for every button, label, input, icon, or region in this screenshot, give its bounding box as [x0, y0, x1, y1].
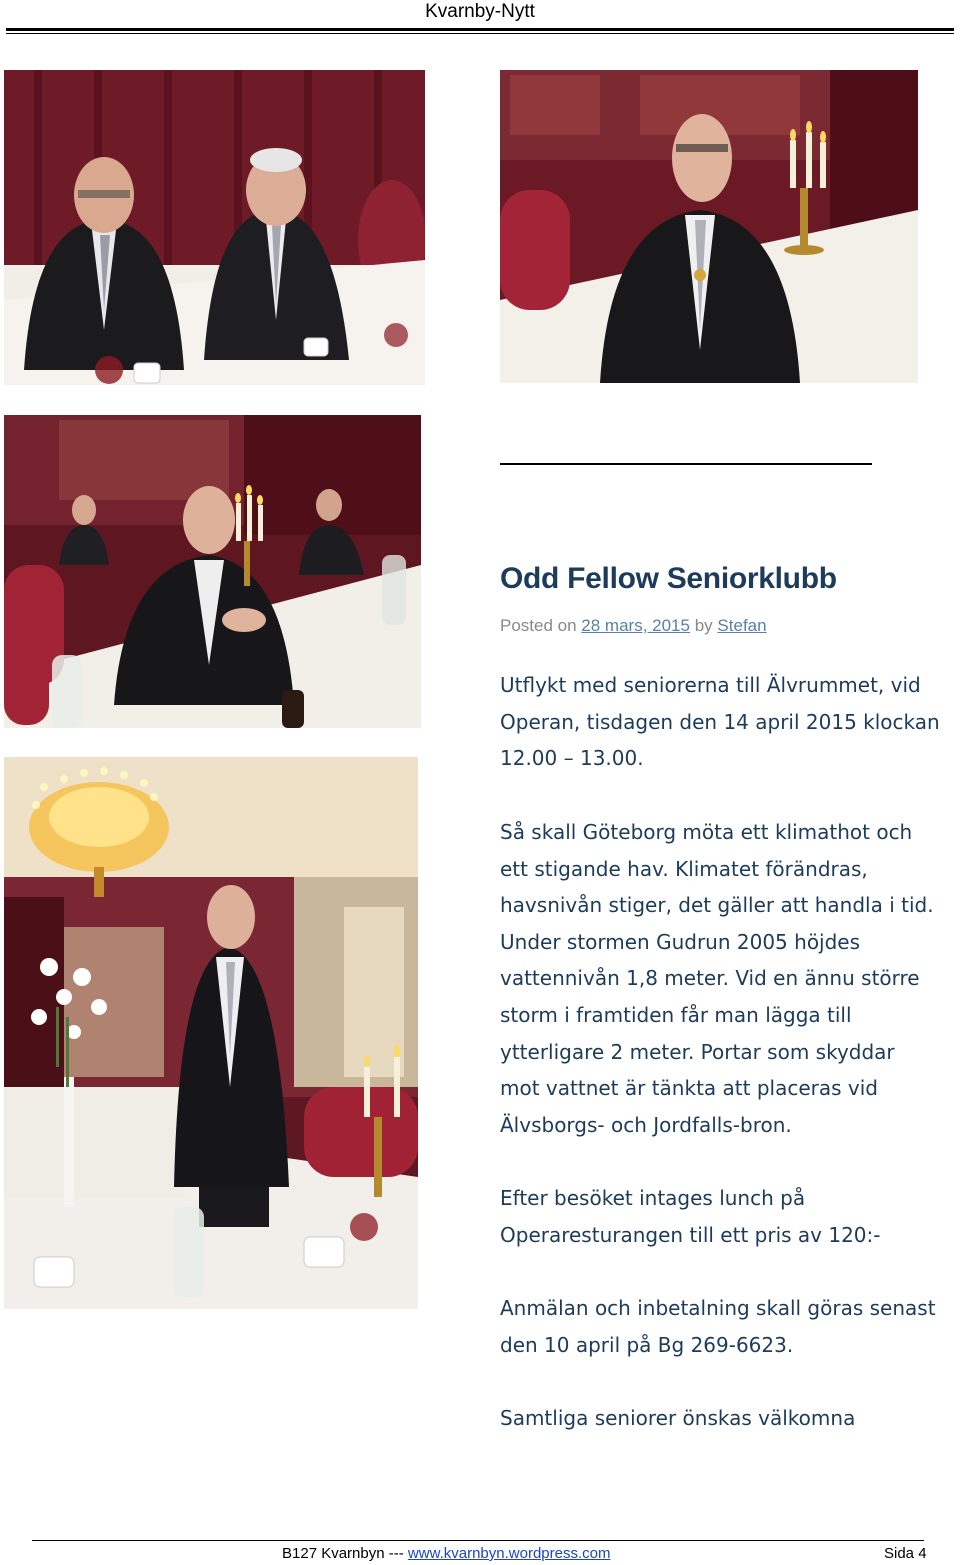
posted-on-label: Posted on: [500, 616, 577, 635]
post-title: Odd Fellow Seniorklubb: [500, 562, 837, 595]
footer-center: [282, 1545, 610, 1562]
post-author-link[interactable]: Stefan: [717, 616, 767, 635]
post-paragraph-welcome: Samtliga seniorer önskas välkomna: [500, 1406, 856, 1430]
newsletter-title: Kvarnby-Nytt: [425, 1, 535, 22]
post-paragraph-intro: Utflykt med seniorerna till Älvrummet, vid Operan, tisdagen den 14 april 2015 klockan 12.00 – 13.00.: [500, 673, 940, 771]
footer-divider: [32, 1540, 924, 1541]
photo-member-standing-chandelier: [4, 757, 418, 1309]
footer-website-link[interactable]: www.kvarnbyn.wordpress.com: [407, 1545, 611, 1562]
photo-member-applauding: [4, 415, 421, 728]
footer-club: B127 Kvarnbyn ---: [282, 1545, 404, 1562]
footer-page-number: Sida 4: [884, 1545, 927, 1562]
post-paragraph-climate: Så skall Göteborg möta ett klimathot och ett stigande hav. Klimatet förändras, havsnivån stiger, det gäller att handla i tid. Under stormen Gudrun 2005 höjdes vattennivån 1,8 meter. Vid en ännu större storm i framtiden får man lägga till ytterligare 2 meter. Portar som skyddar mot vattnet är tänkta att placeras vid Älvsborgs- och Jordfalls-bron.: [500, 820, 934, 1137]
post-paragraph-registration: Anmälan och inbetalning skall göras senast den 10 april på Bg 269-6623.: [500, 1296, 936, 1357]
by-label: by: [694, 616, 713, 635]
post-meta: [500, 616, 767, 636]
post-paragraph-lunch: Efter besöket intages lunch på Operaresturangen till ett pris av 120:-: [500, 1186, 881, 1247]
post-date-link[interactable]: 28 mars, 2015: [581, 616, 690, 635]
header-divider: [6, 28, 954, 34]
post-separator: [500, 463, 872, 465]
photo-member-by-candles: [500, 70, 918, 383]
photo-two-members-at-table: [4, 70, 425, 385]
